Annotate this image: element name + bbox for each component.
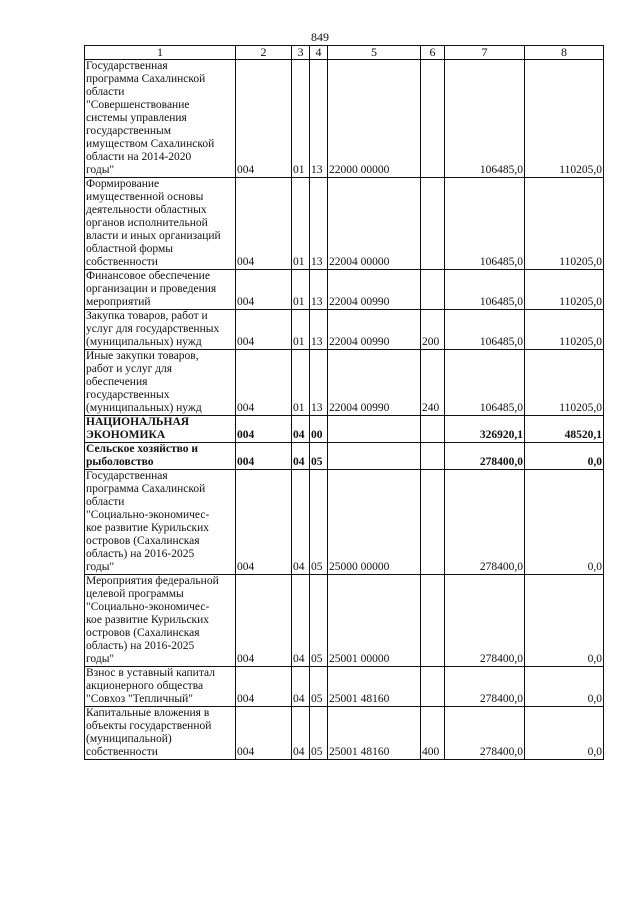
target-article-cell: 25001 48160 xyxy=(328,707,421,760)
subsection-code-cell: 05 xyxy=(310,575,328,667)
amount-2019-cell: 0,0 xyxy=(525,667,604,707)
row-name-cell: Государственная программа Сахалинской области "Социально-экономичес- кое развитие Курильских островов (Сахалинская область) на 2016-2025 годы" xyxy=(85,470,236,575)
target-article-cell: 22004 00000 xyxy=(328,178,421,270)
table-row xyxy=(85,575,604,667)
section-code-cell: 01 xyxy=(292,350,310,416)
expense-type-cell xyxy=(421,416,445,443)
column-header: 5 xyxy=(328,46,421,60)
subsection-code-cell: 13 xyxy=(310,310,328,350)
expense-type-cell xyxy=(421,667,445,707)
expense-type-cell xyxy=(421,270,445,310)
column-header: 6 xyxy=(421,46,445,60)
page-number: 849 xyxy=(311,30,329,44)
section-code-cell: 01 xyxy=(292,310,310,350)
row-name-cell: Капитальные вложения в объекты государственной (муниципальной) собственности xyxy=(85,707,236,760)
row-name-cell: Финансовое обеспечение организации и проведения мероприятий xyxy=(85,270,236,310)
table-row xyxy=(85,178,604,270)
table-row xyxy=(85,707,604,760)
target-article-cell: 22004 00990 xyxy=(328,310,421,350)
ministry-code-cell: 004 xyxy=(236,310,292,350)
subsection-code-cell: 00 xyxy=(310,416,328,443)
amount-2018-cell: 278400,0 xyxy=(445,443,525,470)
budget-table xyxy=(84,45,604,760)
ministry-code-cell: 004 xyxy=(236,350,292,416)
column-header: 8 xyxy=(525,46,604,60)
target-article-cell xyxy=(328,443,421,470)
amount-2018-cell: 278400,0 xyxy=(445,707,525,760)
table-row xyxy=(85,667,604,707)
amount-2018-cell: 326920,1 xyxy=(445,416,525,443)
subsection-code-cell: 13 xyxy=(310,178,328,270)
amount-2019-cell: 110205,0 xyxy=(525,270,604,310)
ministry-code-cell: 004 xyxy=(236,416,292,443)
ministry-code-cell: 004 xyxy=(236,575,292,667)
column-header: 3 xyxy=(292,46,310,60)
table-row xyxy=(85,60,604,178)
amount-2019-cell: 0,0 xyxy=(525,470,604,575)
amount-2019-cell: 48520,1 xyxy=(525,416,604,443)
section-code-cell: 04 xyxy=(292,443,310,470)
amount-2018-cell: 278400,0 xyxy=(445,667,525,707)
ministry-code-cell: 004 xyxy=(236,178,292,270)
amount-2018-cell: 106485,0 xyxy=(445,310,525,350)
amount-2019-cell: 110205,0 xyxy=(525,350,604,416)
amount-2019-cell: 0,0 xyxy=(525,575,604,667)
section-code-cell: 04 xyxy=(292,470,310,575)
section-code-cell: 04 xyxy=(292,667,310,707)
column-header: 1 xyxy=(85,46,236,60)
table-row xyxy=(85,310,604,350)
expense-type-cell xyxy=(421,178,445,270)
row-name-cell: Государственная программа Сахалинской области "Совершенствование системы управления государственным имуществом Сахалинской области на 2014-2020 годы" xyxy=(85,60,236,178)
table-row xyxy=(85,270,604,310)
target-article-cell: 25001 48160 xyxy=(328,667,421,707)
ministry-code-cell: 004 xyxy=(236,667,292,707)
subsection-code-cell: 05 xyxy=(310,707,328,760)
amount-2018-cell: 106485,0 xyxy=(445,178,525,270)
ministry-code-cell: 004 xyxy=(236,270,292,310)
column-header: 4 xyxy=(310,46,328,60)
amount-2018-cell: 106485,0 xyxy=(445,60,525,178)
target-article-cell xyxy=(328,416,421,443)
section-code-cell: 04 xyxy=(292,707,310,760)
amount-2018-cell: 278400,0 xyxy=(445,575,525,667)
table-header-row xyxy=(85,46,604,60)
expense-type-cell: 400 xyxy=(421,707,445,760)
subsection-code-cell: 13 xyxy=(310,270,328,310)
amount-2019-cell: 110205,0 xyxy=(525,60,604,178)
ministry-code-cell: 004 xyxy=(236,470,292,575)
subsection-code-cell: 05 xyxy=(310,443,328,470)
column-header: 2 xyxy=(236,46,292,60)
amount-2018-cell: 278400,0 xyxy=(445,470,525,575)
amount-2018-cell: 106485,0 xyxy=(445,270,525,310)
subsection-code-cell: 05 xyxy=(310,667,328,707)
subsection-code-cell: 13 xyxy=(310,350,328,416)
subsection-code-cell: 13 xyxy=(310,60,328,178)
amount-2019-cell: 0,0 xyxy=(525,443,604,470)
expense-type-cell xyxy=(421,575,445,667)
expense-type-cell xyxy=(421,60,445,178)
expense-type-cell xyxy=(421,470,445,575)
table-row xyxy=(85,443,604,470)
amount-2019-cell: 110205,0 xyxy=(525,310,604,350)
amount-2018-cell: 106485,0 xyxy=(445,350,525,416)
row-name-cell: Формирование имущественной основы деятельности областных органов исполнительной власти и иных организаций областной формы собственности xyxy=(85,178,236,270)
row-name-cell: Закупка товаров, работ и услуг для государственных (муниципальных) нужд xyxy=(85,310,236,350)
row-name-cell: Сельское хозяйство и рыболовство xyxy=(85,443,236,470)
target-article-cell: 25000 00000 xyxy=(328,470,421,575)
target-article-cell: 22004 00990 xyxy=(328,270,421,310)
table-row xyxy=(85,350,604,416)
expense-type-cell xyxy=(421,443,445,470)
expense-type-cell: 240 xyxy=(421,350,445,416)
row-name-cell: Мероприятия федеральной целевой программы "Социально-экономичес- кое развитие Курильских островов (Сахалинская область) на 2016-2025 годы" xyxy=(85,575,236,667)
amount-2019-cell: 0,0 xyxy=(525,707,604,760)
expense-type-cell: 200 xyxy=(421,310,445,350)
ministry-code-cell: 004 xyxy=(236,707,292,760)
section-code-cell: 01 xyxy=(292,178,310,270)
table-row xyxy=(85,416,604,443)
ministry-code-cell: 004 xyxy=(236,443,292,470)
row-name-cell: Взнос в уставный капитал акционерного общества "Совхоз "Тепличный" xyxy=(85,667,236,707)
section-code-cell: 04 xyxy=(292,416,310,443)
target-article-cell: 22004 00990 xyxy=(328,350,421,416)
target-article-cell: 25001 00000 xyxy=(328,575,421,667)
section-code-cell: 04 xyxy=(292,575,310,667)
section-code-cell: 01 xyxy=(292,60,310,178)
amount-2019-cell: 110205,0 xyxy=(525,178,604,270)
row-name-cell: НАЦИОНАЛЬНАЯ ЭКОНОМИКА xyxy=(85,416,236,443)
column-header: 7 xyxy=(445,46,525,60)
section-code-cell: 01 xyxy=(292,270,310,310)
row-name-cell: Иные закупки товаров, работ и услуг для обеспечения государственных (муниципальных) нужд xyxy=(85,350,236,416)
table-row xyxy=(85,470,604,575)
subsection-code-cell: 05 xyxy=(310,470,328,575)
ministry-code-cell: 004 xyxy=(236,60,292,178)
target-article-cell: 22000 00000 xyxy=(328,60,421,178)
